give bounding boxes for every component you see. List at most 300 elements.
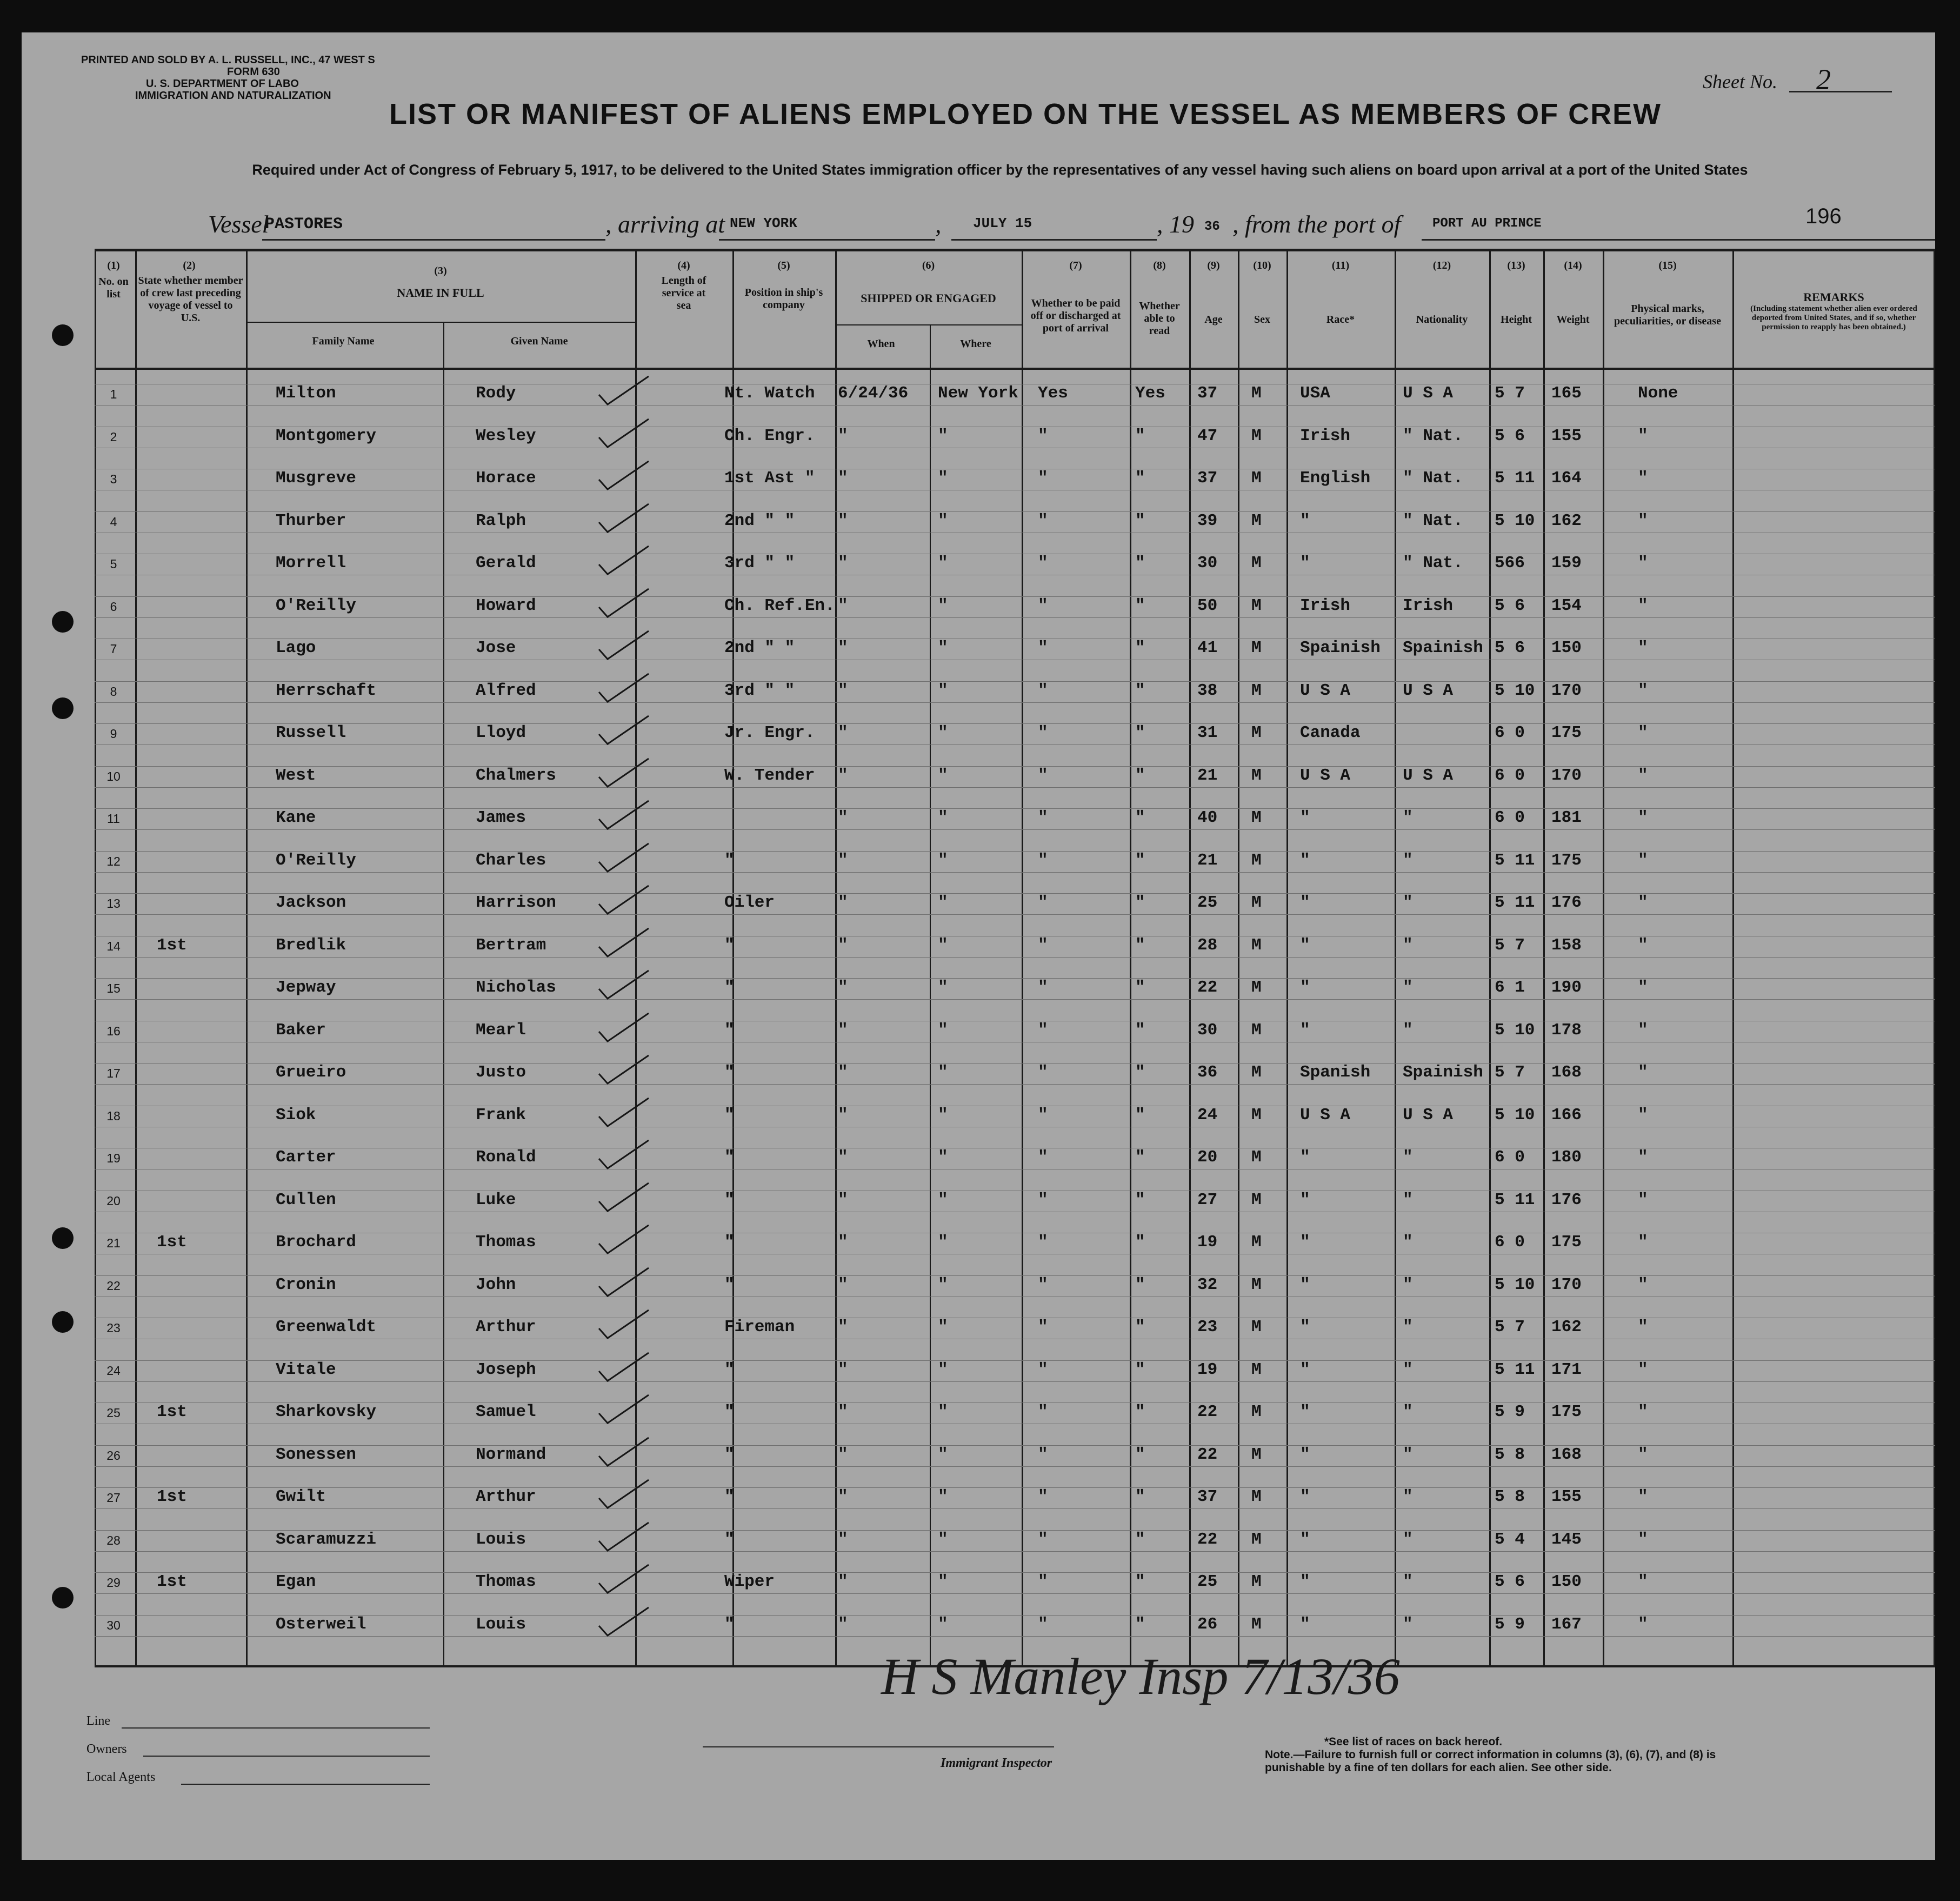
shipped-when-cell: " <box>838 1360 848 1379</box>
col16-sub: (Including statement whether alien ever ordered deported from United States, and if so, whether permission to reapply has been obtained.) <box>1750 304 1917 331</box>
row-number: 29 <box>106 1576 121 1590</box>
race-cell: " <box>1300 893 1310 912</box>
shipped-when-cell: " <box>838 1148 848 1167</box>
family-name-cell: Bredlik <box>276 935 346 955</box>
physical-marks-cell: " <box>1638 1105 1648 1125</box>
paid-off-cell: " <box>1038 1403 1048 1421</box>
able-to-read-cell: Yes <box>1135 384 1165 403</box>
check-mark-icon <box>595 967 654 1005</box>
row-number: 30 <box>106 1618 121 1632</box>
year-prefix: , 19 <box>1157 210 1194 238</box>
paid-off-cell: " <box>1038 1530 1048 1549</box>
physical-marks-cell: " <box>1638 893 1648 912</box>
given-name-cell: Jose <box>476 639 516 657</box>
shipped-where-cell: " <box>938 850 948 870</box>
col13-label: Height <box>1501 314 1532 325</box>
weight-cell: 178 <box>1551 1020 1582 1040</box>
check-mark-icon <box>595 1519 654 1557</box>
able-to-read-cell: " <box>1135 469 1145 488</box>
able-to-read-cell: " <box>1135 511 1145 530</box>
inspector-underline <box>703 1746 1054 1747</box>
year-suffix: 36 <box>1204 220 1220 234</box>
position-cell: 2nd " " <box>724 511 795 530</box>
nationality-cell: " <box>1403 978 1413 997</box>
binder-hole <box>52 611 74 633</box>
age-cell: 41 <box>1197 639 1218 657</box>
col3-family: Family Name <box>312 335 375 347</box>
height-cell: 5 7 <box>1495 935 1525 955</box>
paid-off-cell: " <box>1038 978 1048 997</box>
family-name-cell: Egan <box>276 1572 316 1591</box>
row-number: 23 <box>106 1321 121 1335</box>
height-cell: 5 8 <box>1495 1445 1525 1464</box>
check-mark-icon <box>595 797 654 835</box>
check-mark-icon <box>595 1307 654 1345</box>
paid-off-cell: " <box>1038 681 1048 700</box>
physical-marks-cell: " <box>1638 1530 1648 1549</box>
check-mark-icon <box>595 713 654 750</box>
family-name-cell: Sonessen <box>276 1445 356 1464</box>
row-ruling <box>95 596 1935 597</box>
physical-marks-cell: " <box>1638 511 1648 530</box>
nationality-cell: " <box>1403 893 1413 912</box>
shipped-where-cell: " <box>938 1275 948 1294</box>
prev-voyage-cell: 1st <box>157 1233 187 1252</box>
position-cell: " <box>724 1403 735 1421</box>
able-to-read-cell: " <box>1135 1530 1145 1549</box>
given-name-cell: Wesley <box>476 426 536 446</box>
paid-off-cell: " <box>1038 1487 1048 1506</box>
row-number: 25 <box>106 1406 121 1420</box>
sex-cell: M <box>1251 681 1262 700</box>
check-mark-icon <box>595 1561 654 1599</box>
given-name-cell: Luke <box>476 1190 516 1209</box>
age-cell: 25 <box>1197 1572 1218 1591</box>
shipped-when-cell: " <box>838 426 848 446</box>
column-divider <box>1130 249 1131 1666</box>
sheet-no-label: Sheet No. <box>1703 71 1777 92</box>
able-to-read-cell: " <box>1135 1063 1145 1082</box>
col6-where: Where <box>960 338 991 350</box>
sex-cell: M <box>1251 893 1262 912</box>
age-cell: 37 <box>1197 1487 1218 1506</box>
prev-voyage-cell: 1st <box>157 935 187 955</box>
physical-marks-cell: " <box>1638 596 1648 615</box>
check-mark-icon <box>595 543 654 581</box>
shipped-where-cell: " <box>938 681 948 700</box>
row-ruling <box>95 766 1935 767</box>
physical-marks-cell: " <box>1638 1572 1648 1591</box>
nationality-cell: " <box>1403 1445 1413 1464</box>
row-number: 16 <box>106 1023 121 1038</box>
paid-off-cell: " <box>1038 554 1048 573</box>
race-cell: USA <box>1300 384 1330 403</box>
col16-label: REMARKS <box>1803 290 1864 304</box>
paid-off-cell: " <box>1038 766 1048 785</box>
column-divider <box>1543 249 1545 1666</box>
height-cell: 5 10 <box>1495 1105 1535 1125</box>
family-name-cell: Siok <box>276 1105 316 1125</box>
race-cell: " <box>1300 1020 1310 1040</box>
sex-cell: M <box>1251 511 1262 530</box>
binder-hole <box>52 697 74 719</box>
paid-off-cell: " <box>1038 1275 1048 1294</box>
sex-cell: M <box>1251 384 1262 403</box>
col2-label: State whether member of crew last preceding voyage of vessel to U.S. <box>138 275 243 324</box>
printer-line-3: U. S. DEPARTMENT OF LABO <box>146 78 299 90</box>
given-name-cell: Louis <box>476 1614 526 1634</box>
shipped-when-cell: " <box>838 935 848 955</box>
row-ruling <box>95 1084 1935 1085</box>
paid-off-cell: " <box>1038 1148 1048 1167</box>
family-name-cell: Scaramuzzi <box>276 1530 377 1549</box>
race-cell: " <box>1300 1275 1310 1294</box>
family-name-cell: West <box>276 766 316 785</box>
weight-cell: 170 <box>1551 1275 1582 1294</box>
family-name-cell: Gwilt <box>276 1487 326 1506</box>
row-ruling <box>95 723 1935 724</box>
height-cell: 5 11 <box>1495 469 1535 488</box>
row-number: 26 <box>106 1448 121 1463</box>
check-mark-icon <box>595 586 654 623</box>
able-to-read-cell: " <box>1135 426 1145 446</box>
row-number: 28 <box>106 1533 121 1547</box>
given-name-cell: Frank <box>476 1105 526 1125</box>
age-cell: 28 <box>1197 935 1218 955</box>
given-name-cell: Charles <box>476 850 546 870</box>
row-ruling <box>95 1487 1935 1488</box>
age-cell: 26 <box>1197 1614 1218 1634</box>
weight-cell: 168 <box>1551 1063 1582 1082</box>
given-name-cell: Thomas <box>476 1572 536 1591</box>
sex-cell: M <box>1251 1020 1262 1040</box>
row-ruling <box>95 957 1935 958</box>
weight-cell: 162 <box>1551 511 1582 530</box>
sex-cell: M <box>1251 1403 1262 1421</box>
check-mark-icon <box>595 1434 654 1472</box>
column-divider <box>135 249 137 1666</box>
col1-num: (1) <box>107 260 120 271</box>
race-cell: Canada <box>1300 723 1361 742</box>
family-name-cell: Osterweil <box>276 1614 366 1634</box>
row-number: 5 <box>110 557 117 571</box>
weight-cell: 170 <box>1551 681 1582 700</box>
footer-owners-label: Owners <box>86 1742 127 1756</box>
vessel-underline <box>262 239 605 241</box>
shipped-when-cell: " <box>838 639 848 657</box>
physical-marks-cell: " <box>1638 426 1648 446</box>
check-mark-icon <box>595 1010 654 1048</box>
family-name-cell: Kane <box>276 808 316 827</box>
row-number: 4 <box>110 514 117 529</box>
shipped-where-cell: " <box>938 978 948 997</box>
shipped-when-cell: " <box>838 893 848 912</box>
height-cell: 6 0 <box>1495 723 1525 742</box>
paid-off-cell: " <box>1038 1233 1048 1252</box>
height-cell: 6 0 <box>1495 766 1525 785</box>
col12-label: Nationality <box>1416 314 1468 325</box>
col4-num: (4) <box>677 260 690 271</box>
shipped-where-cell: " <box>938 426 948 446</box>
row-ruling <box>95 511 1935 512</box>
able-to-read-cell: " <box>1135 1233 1145 1252</box>
row-number: 11 <box>107 812 120 826</box>
race-cell: " <box>1300 850 1310 870</box>
sheet-no-value: 2 <box>1816 63 1831 96</box>
physical-marks-cell: " <box>1638 978 1648 997</box>
given-name-cell: Thomas <box>476 1233 536 1252</box>
given-name-cell: Lloyd <box>476 723 526 742</box>
weight-cell: 180 <box>1551 1148 1582 1167</box>
shipped-where-cell: " <box>938 554 948 573</box>
from-underline <box>1422 239 1935 241</box>
race-cell: Irish <box>1300 596 1351 615</box>
family-name-cell: Sharkovsky <box>276 1403 377 1421</box>
sex-cell: M <box>1251 469 1262 488</box>
row-number: 19 <box>106 1151 121 1165</box>
check-mark-icon <box>595 628 654 666</box>
column-divider <box>1238 249 1239 1666</box>
physical-marks-cell: " <box>1638 766 1648 785</box>
weight-cell: 164 <box>1551 469 1582 488</box>
age-cell: 30 <box>1197 554 1218 573</box>
race-cell: " <box>1300 1360 1310 1379</box>
sex-cell: M <box>1251 723 1262 742</box>
height-cell: 5 6 <box>1495 426 1525 446</box>
given-name-cell: Arthur <box>476 1487 536 1506</box>
binder-hole <box>52 1587 74 1608</box>
shipped-where-cell: " <box>938 1403 948 1421</box>
col11-num: (11) <box>1331 260 1350 271</box>
check-mark-icon <box>595 840 654 878</box>
row-number: 24 <box>106 1363 121 1378</box>
shipped-when-cell: " <box>838 978 848 997</box>
sex-cell: M <box>1251 1233 1262 1252</box>
row-ruling <box>95 1445 1935 1446</box>
sex-cell: M <box>1251 850 1262 870</box>
race-cell: Spanish <box>1300 1063 1371 1082</box>
row-ruling <box>95 1572 1935 1573</box>
row-number: 21 <box>106 1236 121 1250</box>
column-divider <box>246 249 248 1666</box>
header-bottom-border <box>95 368 1935 370</box>
shipped-where-cell: " <box>938 893 948 912</box>
shipped-where-cell: " <box>938 1148 948 1167</box>
row-ruling <box>95 1636 1935 1637</box>
shipped-when-cell: " <box>838 1445 848 1464</box>
given-name-cell: James <box>476 808 526 827</box>
check-mark-icon <box>595 1604 654 1642</box>
race-cell: " <box>1300 1318 1310 1337</box>
arriving-underline <box>719 239 935 241</box>
sub-column-divider <box>930 325 931 1666</box>
shipped-where-cell: " <box>938 1445 948 1464</box>
shipped-when-cell: " <box>838 1614 848 1634</box>
row-number: 9 <box>110 727 117 741</box>
check-mark-icon <box>595 373 654 411</box>
physical-marks-cell: " <box>1638 1063 1648 1082</box>
physical-marks-cell: " <box>1638 1275 1648 1294</box>
col10-label: Sex <box>1254 314 1270 325</box>
given-name-cell: Nicholas <box>476 978 556 997</box>
nationality-cell: " <box>1403 1360 1413 1379</box>
row-ruling <box>95 787 1935 788</box>
column-divider <box>1732 249 1734 1666</box>
shipped-when-cell: " <box>838 1020 848 1040</box>
physical-marks-cell: " <box>1638 808 1648 827</box>
family-name-cell: Jepway <box>276 978 336 997</box>
height-cell: 5 10 <box>1495 511 1535 530</box>
family-name-cell: Morrell <box>276 554 346 573</box>
shipped-when-cell: " <box>838 469 848 488</box>
weight-cell: 166 <box>1551 1105 1582 1125</box>
position-cell: " <box>724 1614 735 1634</box>
position-cell: " <box>724 1233 735 1252</box>
able-to-read-cell: " <box>1135 1614 1145 1634</box>
row-ruling <box>95 999 1935 1000</box>
sex-cell: M <box>1251 596 1262 615</box>
check-mark-icon <box>595 670 654 708</box>
col8-num: (8) <box>1153 260 1166 271</box>
family-name-cell: Lago <box>276 639 316 657</box>
paid-off-cell: " <box>1038 511 1048 530</box>
name-subheader-line <box>246 322 635 323</box>
printer-line-1: PRINTED AND SOLD BY A. L. RUSSELL, INC., 47 WEST S <box>81 54 375 66</box>
paid-off-cell: " <box>1038 1063 1048 1082</box>
nationality-cell: " <box>1403 1572 1413 1591</box>
race-cell: Irish <box>1300 426 1351 446</box>
column-divider <box>1022 249 1023 1666</box>
able-to-read-cell: " <box>1135 1445 1145 1464</box>
col3-given: Given Name <box>510 335 568 347</box>
paid-off-cell: " <box>1038 1360 1048 1379</box>
shipped-when-cell: " <box>838 1233 848 1252</box>
able-to-read-cell: " <box>1135 1403 1145 1421</box>
physical-marks-cell: " <box>1638 723 1648 742</box>
prev-voyage-cell: 1st <box>157 1403 187 1421</box>
height-cell: 5 9 <box>1495 1403 1525 1421</box>
nationality-cell: " <box>1403 808 1413 827</box>
age-cell: 24 <box>1197 1105 1218 1125</box>
weight-cell: 175 <box>1551 850 1582 870</box>
sex-cell: M <box>1251 1445 1262 1464</box>
age-cell: 22 <box>1197 1403 1218 1421</box>
family-name-cell: Montgomery <box>276 426 377 446</box>
position-cell: Nt. Watch <box>724 384 815 403</box>
check-mark-icon <box>595 501 654 539</box>
given-name-cell: Ralph <box>476 511 526 530</box>
shipped-when-cell: 6/24/36 <box>838 384 909 403</box>
shipped-where-cell: " <box>938 1233 948 1252</box>
sex-cell: M <box>1251 1190 1262 1209</box>
race-cell: " <box>1300 1403 1310 1421</box>
sex-cell: M <box>1251 1105 1262 1125</box>
race-cell: U S A <box>1300 1105 1351 1125</box>
height-cell: 5 10 <box>1495 1020 1535 1040</box>
physical-marks-cell: " <box>1638 1360 1648 1379</box>
weight-cell: 154 <box>1551 596 1582 615</box>
shipped-where-cell: " <box>938 596 948 615</box>
able-to-read-cell: " <box>1135 723 1145 742</box>
shipped-when-cell: " <box>838 766 848 785</box>
nationality-cell: " Nat. <box>1403 554 1463 573</box>
position-cell: 1st Ast " <box>724 469 815 488</box>
row-ruling <box>95 1551 1935 1552</box>
column-divider <box>1603 249 1604 1666</box>
paid-off-cell: " <box>1038 1614 1048 1634</box>
able-to-read-cell: " <box>1135 935 1145 955</box>
family-name-cell: Carter <box>276 1148 336 1167</box>
weight-cell: 175 <box>1551 723 1582 742</box>
physical-marks-cell: None <box>1638 384 1678 403</box>
shipped-subheader-line <box>835 324 1022 325</box>
shipped-when-cell: " <box>838 1530 848 1549</box>
row-number: 3 <box>110 472 117 486</box>
weight-cell: 176 <box>1551 1190 1582 1209</box>
inspector-signature: H S Manley Insp 7/13/36 <box>881 1647 1400 1705</box>
row-number: 27 <box>106 1491 121 1505</box>
row-ruling <box>95 405 1935 406</box>
weight-cell: 155 <box>1551 1487 1582 1506</box>
col6-label: SHIPPED OR ENGAGED <box>861 291 996 305</box>
position-cell: " <box>724 1148 735 1167</box>
inspector-label: Immigrant Inspector <box>941 1756 1052 1770</box>
race-cell: " <box>1300 935 1310 955</box>
family-name-cell: O'Reilly <box>276 850 356 870</box>
page-number: 196 <box>1805 204 1842 228</box>
binder-hole <box>52 1227 74 1249</box>
nationality-cell: " <box>1403 935 1413 955</box>
able-to-read-cell: " <box>1135 639 1145 657</box>
shipped-when-cell: " <box>838 1190 848 1209</box>
column-divider <box>1286 249 1288 1666</box>
paid-off-cell: " <box>1038 723 1048 742</box>
family-name-cell: Greenwaldt <box>276 1318 377 1337</box>
manifest-title: LIST OR MANIFEST OF ALIENS EMPLOYED ON THE VESSEL AS MEMBERS OF CREW <box>389 98 1662 130</box>
check-mark-icon <box>595 416 654 454</box>
age-cell: 22 <box>1197 1445 1218 1464</box>
sex-cell: M <box>1251 978 1262 997</box>
check-mark-icon <box>595 1350 654 1387</box>
shipped-where-cell: " <box>938 935 948 955</box>
shipped-where-cell: " <box>938 1105 948 1125</box>
height-cell: 566 <box>1495 554 1525 573</box>
position-cell: Jr. Engr. <box>724 723 815 742</box>
position-cell: Oiler <box>724 893 775 912</box>
column-divider <box>1395 249 1396 1666</box>
col9-num: (9) <box>1207 260 1220 271</box>
footer-agents-underline <box>181 1784 430 1785</box>
shipped-when-cell: " <box>838 1487 848 1506</box>
nationality-cell: U S A <box>1403 1105 1454 1125</box>
able-to-read-cell: " <box>1135 766 1145 785</box>
shipped-where-cell: " <box>938 1487 948 1506</box>
races-note: *See list of races on back hereof. <box>1324 1736 1503 1748</box>
position-cell: Fireman <box>724 1318 795 1337</box>
col15-label: Physical marks, peculiarities, or disease <box>1614 303 1721 327</box>
check-mark-icon <box>595 1477 654 1514</box>
age-cell: 20 <box>1197 1148 1218 1167</box>
shipped-when-cell: " <box>838 1105 848 1125</box>
row-number: 10 <box>106 769 121 783</box>
race-cell: " <box>1300 1530 1310 1549</box>
able-to-read-cell: " <box>1135 893 1145 912</box>
weight-cell: 190 <box>1551 978 1582 997</box>
paid-off-cell: " <box>1038 1445 1048 1464</box>
paid-off-cell: Yes <box>1038 384 1068 403</box>
sub-column-divider <box>443 323 444 1666</box>
nationality-cell: " <box>1403 1275 1413 1294</box>
